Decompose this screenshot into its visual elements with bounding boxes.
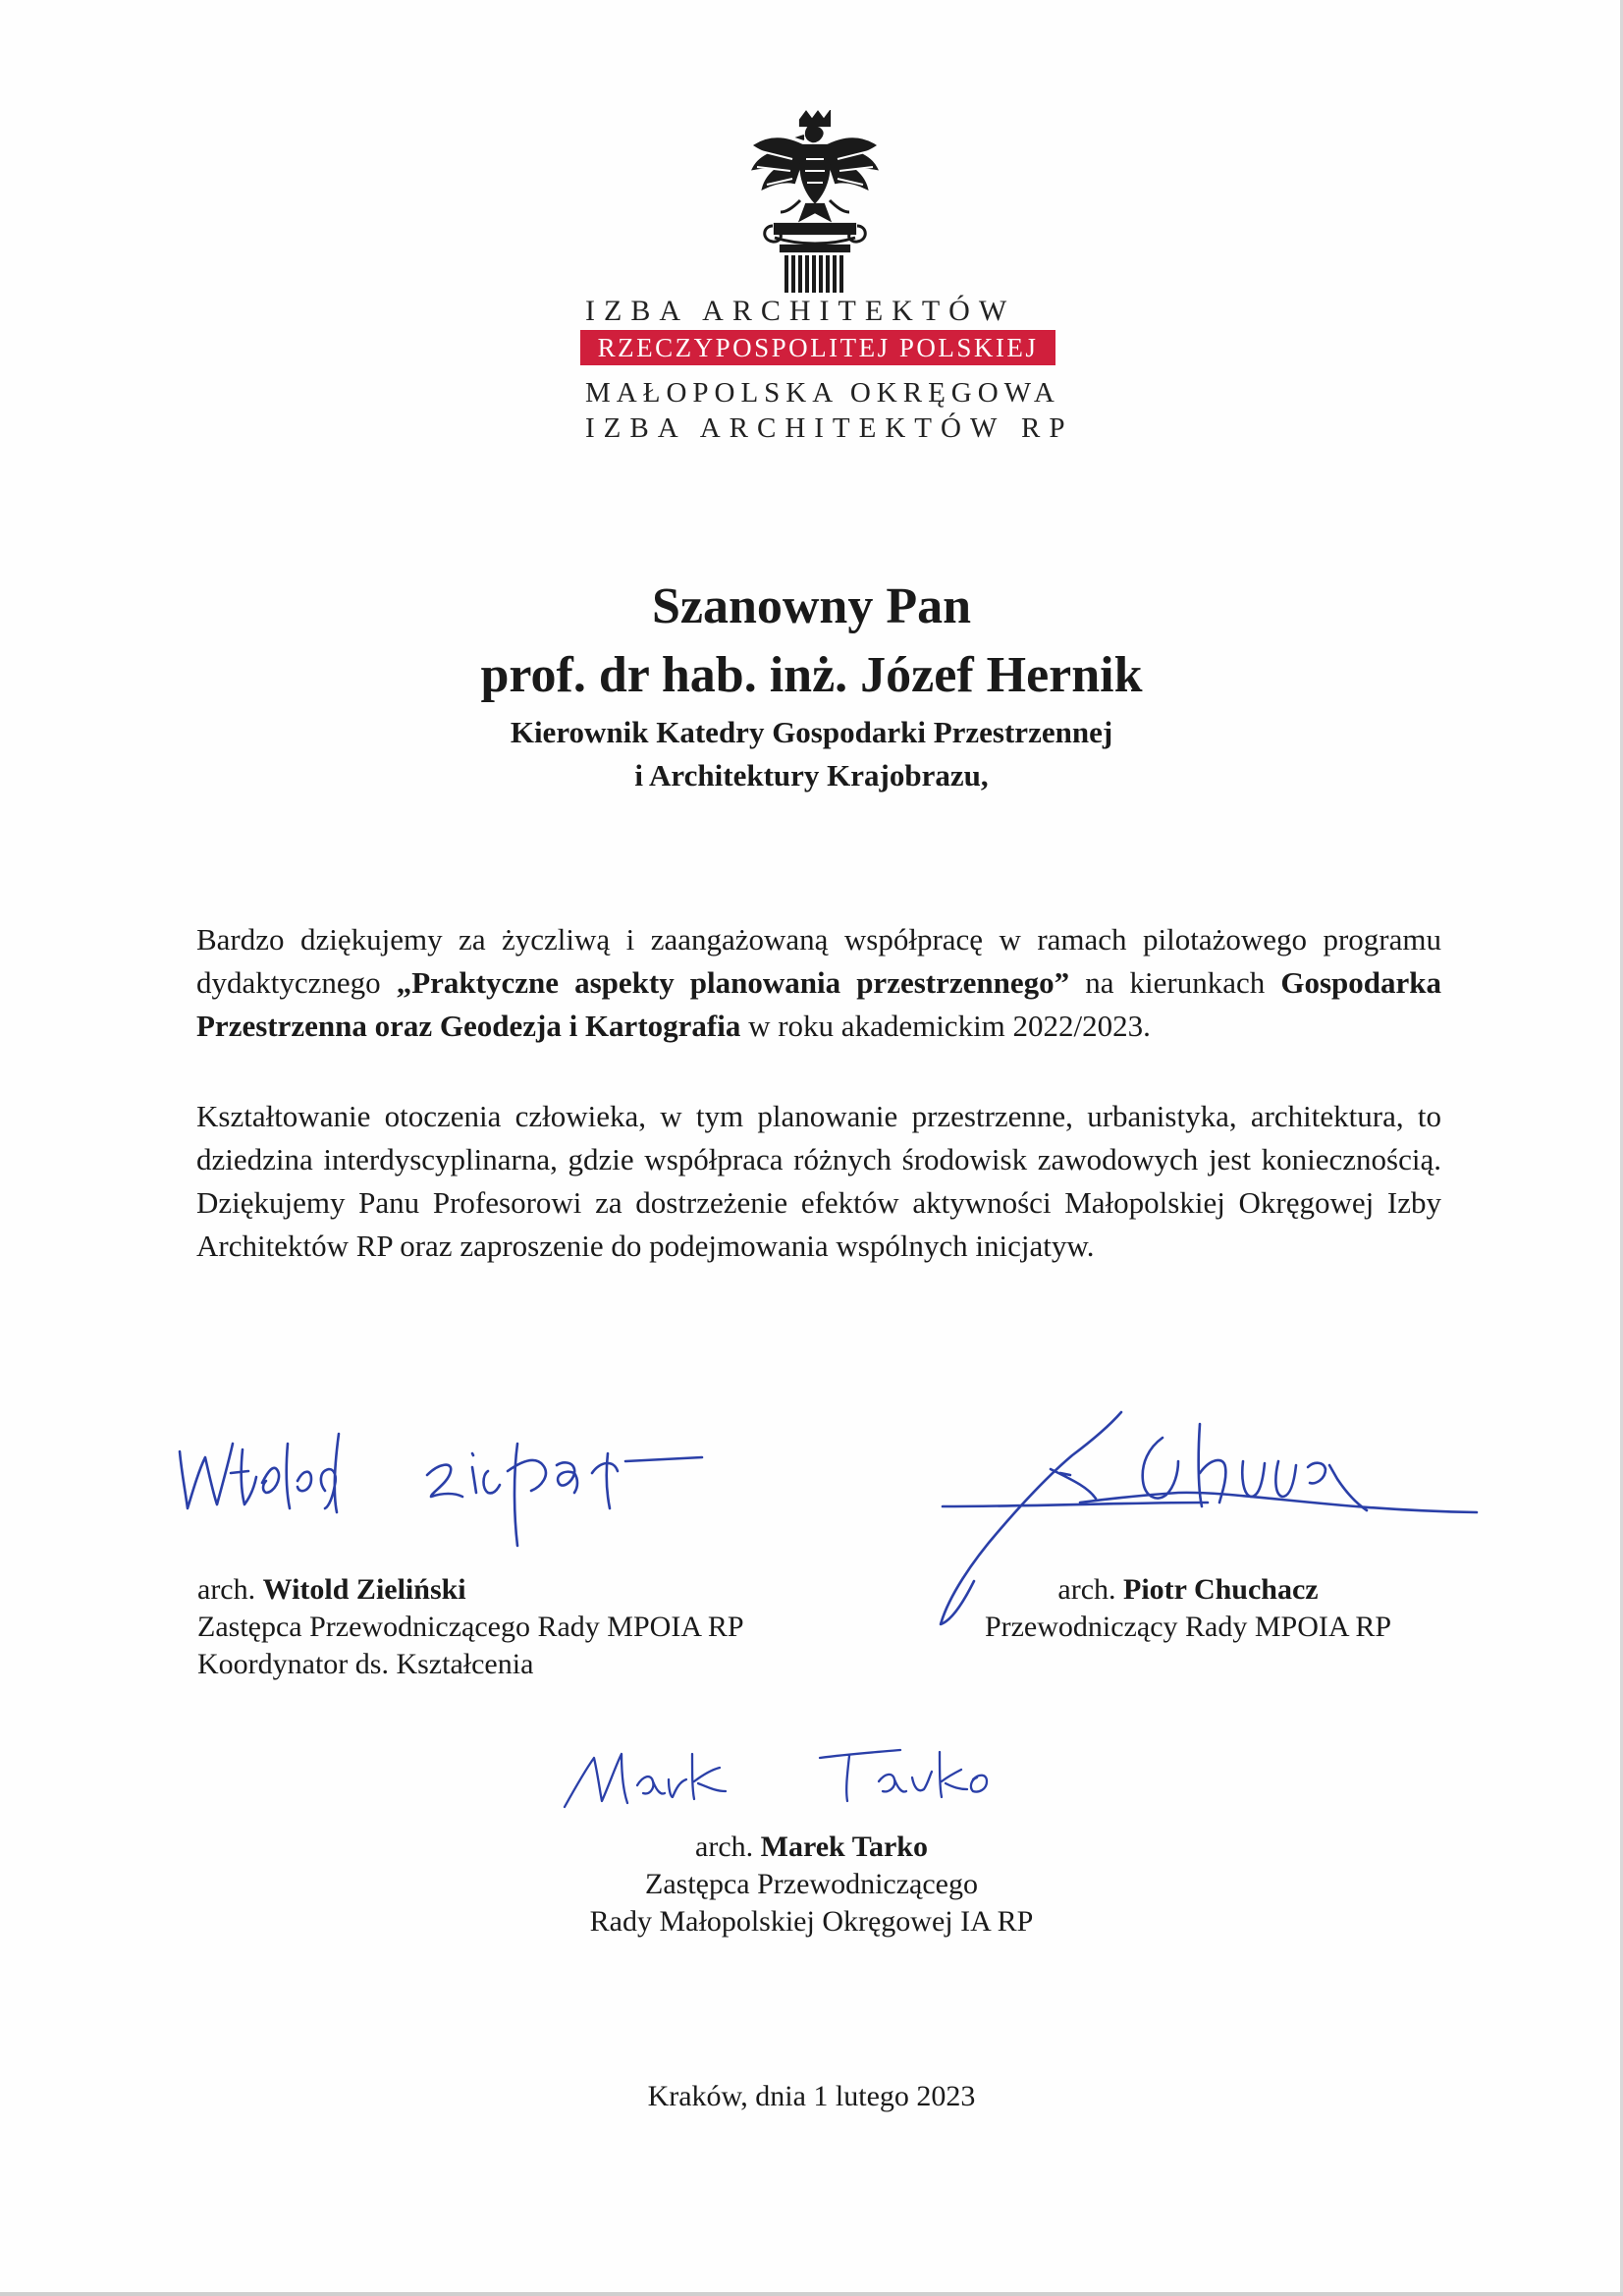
- p1-text-c: na kierunkach: [1069, 965, 1281, 1000]
- signer-center-prefix: arch.: [695, 1831, 761, 1863]
- page-bottom-edge: [0, 2292, 1623, 2296]
- signer-right-name-line: [933, 1571, 1443, 1609]
- program-title: „Praktyczne aspekty planowania przestrzennego”: [396, 965, 1070, 1000]
- addressee-name: prof. dr hab. inż. Józef Hernik: [480, 647, 1143, 703]
- polish-eagle-emblem-icon: [741, 110, 889, 297]
- signer-left-title1: Zastępca Przewodniczącego Rady MPOIA RP: [197, 1611, 744, 1643]
- signer-left-name: Witold Zieliński: [262, 1573, 466, 1606]
- letterhead-line3: MAŁOPOLSKA OKRĘGOWA: [585, 377, 1060, 409]
- place-and-date: Kraków, dnia 1 lutego 2023: [647, 2080, 976, 2112]
- signer-right-name: Piotr Chuchacz: [1123, 1573, 1319, 1606]
- signature-marek-tarko: [555, 1719, 1065, 1827]
- letterhead-line4: IZBA ARCHITEKTÓW RP: [585, 412, 1074, 444]
- signer-left-prefix: arch.: [197, 1573, 263, 1606]
- letterhead-line2: RZECZYPOSPOLITEJ POLSKIEJ: [580, 330, 1055, 365]
- signer-center-title2: Rady Małopolskiej Okręgowej IA RP: [589, 1905, 1034, 1938]
- signature-block-left: [197, 1571, 744, 1683]
- signer-center-name: Marek Tarko: [760, 1831, 928, 1863]
- p1-text-e: w roku akademickim 2022/2023.: [740, 1009, 1151, 1043]
- study-fields: Gospodarka Przestrzenna oraz Geodezja i Kartografia: [196, 965, 1441, 1043]
- addressee-salutation: Szanowny Pan: [651, 578, 972, 634]
- signature-witold-zielinski: [172, 1414, 722, 1586]
- body-paragraph-1: [196, 918, 1441, 1048]
- signature-block-center: [0, 1829, 1623, 1941]
- signature-block-right: [933, 1571, 1443, 1646]
- signer-left-title2: Koordynator ds. Kształcenia: [197, 1648, 534, 1680]
- signer-left-name-line: [197, 1571, 744, 1609]
- letterhead-line1: IZBA ARCHITEKTÓW: [585, 295, 1016, 327]
- addressee-role-line2: i Architektury Krajobrazu,: [634, 758, 989, 793]
- signer-right-title1: Przewodniczący Rady MPOIA RP: [984, 1611, 1392, 1643]
- signer-center-title1: Zastępca Przewodniczącego: [645, 1868, 978, 1900]
- signer-right-prefix: arch.: [1057, 1573, 1124, 1606]
- signer-center-name-line: [0, 1829, 1623, 1866]
- p1-text-a: Bardzo dziękujemy za życzliwą i zaangażowaną współpracę w ramach pilotażowego programu dydaktycznego: [196, 922, 1441, 1000]
- addressee-role-line1: Kierownik Katedry Gospodarki Przestrzennej: [510, 715, 1113, 749]
- body-paragraph-2: Kształtowanie otoczenia człowieka, w tym planowanie przestrzenne, urbanistyka, architektura, to dziedzina interdyscyplinarna, gdzie współpraca różnych środowisk zawodowych jest koniecznością. Dziękujemy Panu Profesorowi za dostrzeżenie efektów aktywności Małopolskiej Okręgowej Izby Architektów RP oraz zaproszenie do podejmowania wspólnych inicjatyw.: [196, 1099, 1441, 1263]
